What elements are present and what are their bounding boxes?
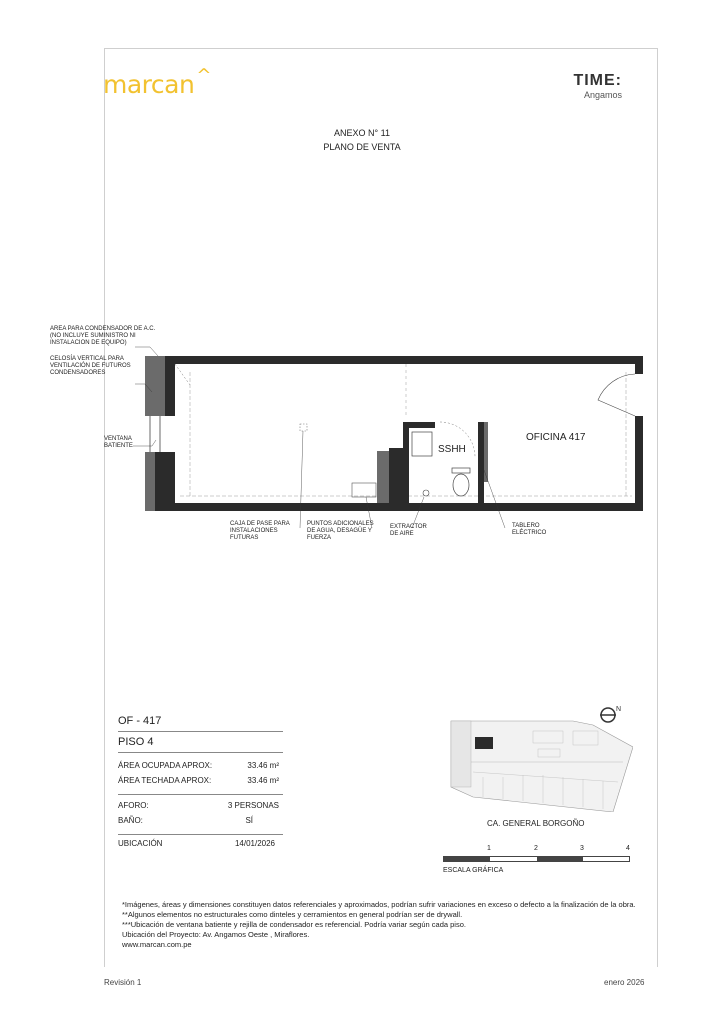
location-map xyxy=(443,717,633,812)
scale-segment xyxy=(537,857,583,861)
scale-segment xyxy=(444,857,490,861)
divider xyxy=(118,752,283,753)
aforo-label: AFORO: xyxy=(118,801,149,810)
north-label: N xyxy=(616,706,622,713)
caret-icon: ^ xyxy=(196,65,211,86)
toilet-bowl-icon xyxy=(453,474,469,496)
bottom-wall xyxy=(175,503,643,511)
divider xyxy=(118,834,283,835)
area-techada-value: 33.46 m² xyxy=(247,776,279,785)
middle-column-gray xyxy=(377,451,389,503)
room-label-office: OFICINA 417 xyxy=(526,432,586,443)
time-logo-subtitle: Angamos xyxy=(583,90,622,100)
area-ocupada-row xyxy=(118,761,283,770)
ubicacion-row xyxy=(118,839,283,848)
unit-info-panel xyxy=(118,715,283,848)
scale-ticks xyxy=(443,845,633,855)
extractor-icon xyxy=(423,490,429,496)
disclaimer-notes xyxy=(122,900,642,950)
area-techada-label: ÁREA TECHADA APROX: xyxy=(118,776,212,785)
unit-number: OF - 417 xyxy=(118,715,162,727)
entrance-door-swing xyxy=(598,374,635,416)
annex-number: ANEXO N° 11 xyxy=(334,128,390,138)
top-wall xyxy=(175,356,643,364)
right-wall-top xyxy=(635,356,643,374)
time-logo-title: TIME: xyxy=(573,72,622,89)
plan-title: PLANO DE VENTA xyxy=(323,142,401,152)
annotation-caja-pase: CAJA DE PASE PARA INSTALACIONES FUTURAS xyxy=(230,521,290,541)
ubicacion-label: UBICACIÓN xyxy=(118,839,163,848)
aforo-row xyxy=(118,801,283,810)
toilet-tank-icon xyxy=(452,468,470,473)
revision-label: Revisión 1 xyxy=(104,978,142,987)
annotation-tablero: TABLERO ELÉCTRICO xyxy=(512,523,547,536)
annotation-condensador: AREA PARA CONDENSADOR DE A.C. (NO INCLUYE SUMINISTRO NI INSTALACION DE EQUIPO) xyxy=(50,326,156,346)
scale-segment xyxy=(583,857,629,861)
scale-segment xyxy=(490,857,536,861)
building-outline xyxy=(451,721,633,812)
divider xyxy=(118,794,283,795)
scale-bar xyxy=(443,856,630,862)
annotation-celosia: CELOSÍA VERTICAL PARA VENTILACIÓN DE FUTUROS CONDENSADORES xyxy=(50,356,131,376)
date-value: 14/01/2026 xyxy=(234,839,275,848)
leader-caja xyxy=(300,431,303,528)
scale-tick-2: 2 xyxy=(534,845,538,852)
note-3: ***Ubicación de ventana batiente y rejilla de condensador es referencial. Podría variar según cada piso. xyxy=(122,920,466,929)
bathroom-right-wall xyxy=(478,422,484,503)
graphic-scale xyxy=(443,845,633,874)
floor-number: PISO 4 xyxy=(118,736,154,748)
utility-points-icon xyxy=(352,483,376,497)
scale-tick-4: 4 xyxy=(626,845,630,852)
area-ocupada-label: ÁREA OCUPADA APROX: xyxy=(118,761,213,770)
note-2: **Algunos elementos no estructurales como dinteles y cerramientos en general podrían ser de drywall. xyxy=(122,910,463,919)
footer-date: enero 2026 xyxy=(604,978,645,987)
middle-column-dark xyxy=(389,448,403,503)
area-ocupada-value: 33.46 m² xyxy=(247,761,279,770)
note-4: Ubicación del Proyecto: Av. Angamos Oeste , Miraflores. xyxy=(122,930,310,939)
left-wall-top xyxy=(165,356,175,416)
bano-value: SÍ xyxy=(245,816,253,825)
annotation-extractor: EXTRACTOR DE AIRE xyxy=(390,524,427,537)
scale-label: ESCALA GRÁFICA xyxy=(443,867,504,874)
map-block xyxy=(451,721,471,787)
left-wall-bottom xyxy=(155,452,175,511)
leader-condenser xyxy=(135,347,158,356)
louver-swing xyxy=(175,364,190,385)
bathroom-left-wall xyxy=(403,422,409,503)
scale-tick-1: 1 xyxy=(487,845,491,852)
bano-label: BAÑO: xyxy=(118,816,143,825)
sink-icon xyxy=(412,432,432,456)
annotation-ventana: VENTANA BATIENTE xyxy=(104,436,133,449)
scale-tick-3: 3 xyxy=(580,845,584,852)
bathroom-top-wall xyxy=(403,422,435,428)
marcan-logo-text: marcan xyxy=(103,70,195,99)
note-1: *Imágenes, áreas y dimensiones constituyen datos referenciales y aproximados, podrían sufrir variaciones en exceso o defecto a la finalización de la obra. xyxy=(122,900,636,909)
website-link[interactable]: www.marcan.com.pe xyxy=(122,940,192,949)
room-label-sshh: SSHH xyxy=(438,444,466,455)
leader-tablero xyxy=(484,470,505,528)
bano-row xyxy=(118,816,283,825)
area-techada-row xyxy=(118,776,283,785)
bathroom-right-gray xyxy=(484,422,488,482)
right-wall xyxy=(635,416,643,511)
annotation-puntos: PUNTOS ADICIONALES DE AGUA, DESAGÜE Y FUERZA xyxy=(307,521,374,541)
divider xyxy=(118,731,283,732)
street-name: CA. GENERAL BORGOÑO xyxy=(487,819,585,828)
unit-highlight xyxy=(475,737,493,749)
aforo-value: 3 PERSONAS xyxy=(227,801,279,810)
pass-box-icon xyxy=(300,424,307,431)
